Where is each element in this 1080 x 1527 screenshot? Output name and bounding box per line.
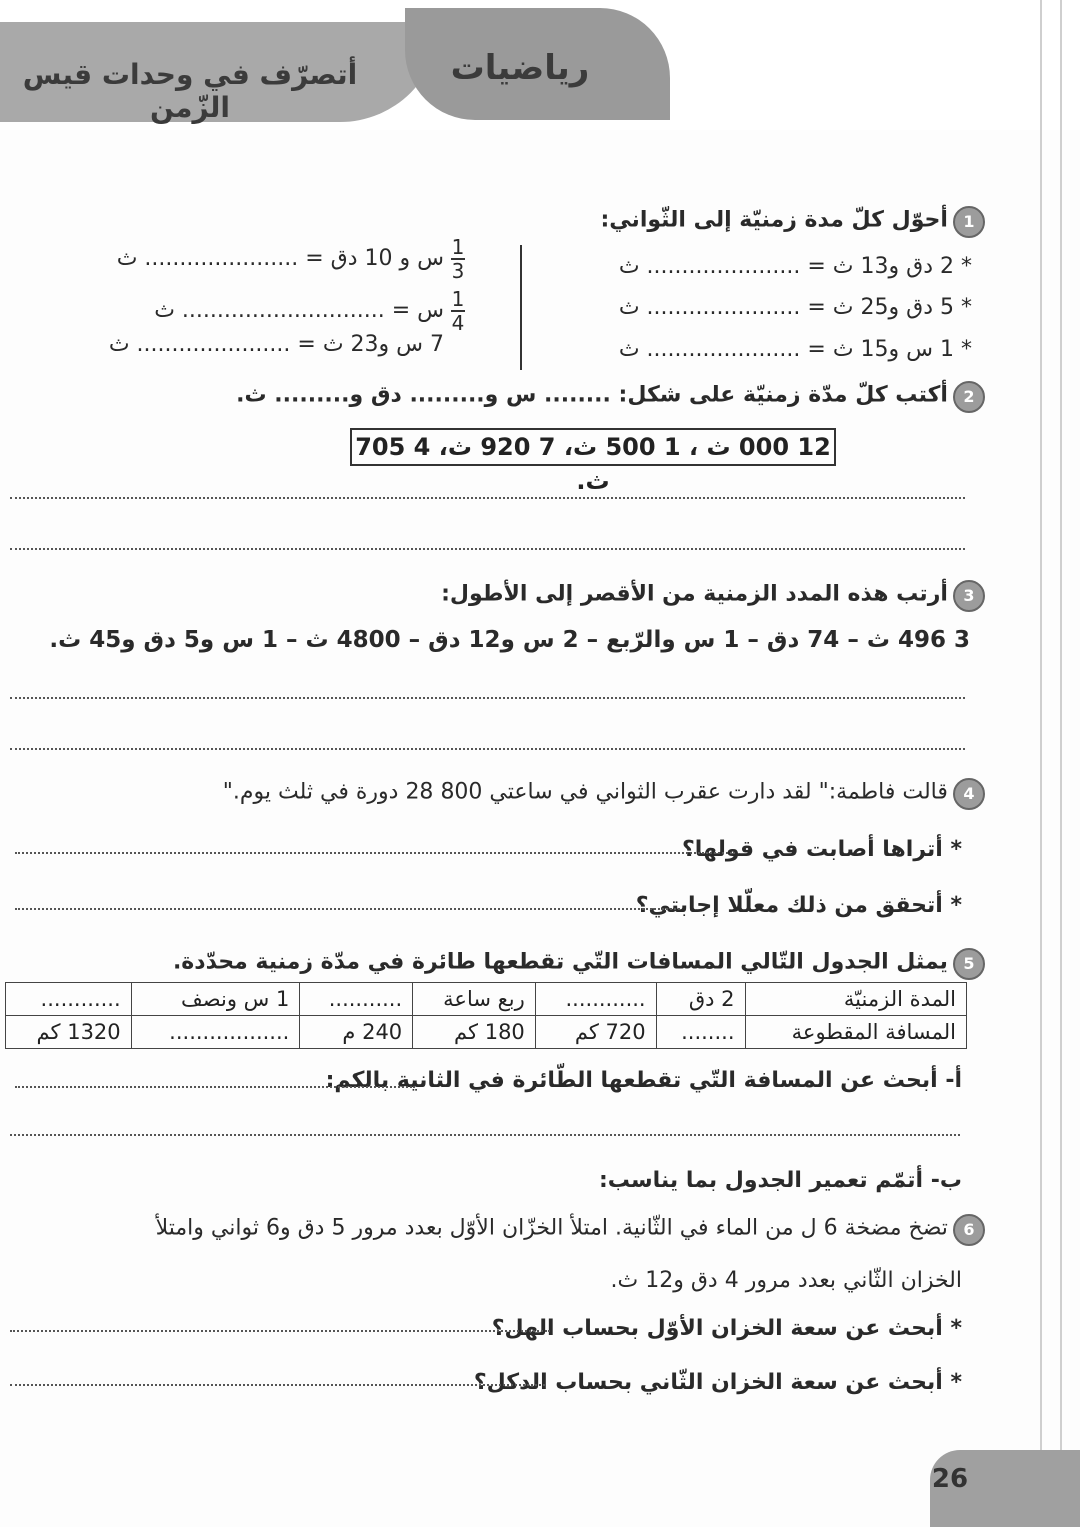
- distance-table: [5, 982, 967, 1049]
- subject-title: رياضيات: [450, 48, 590, 88]
- q6-sub1: * أبحث عن سعة الخزان الأوّل بحساب الهل؟: [491, 1316, 962, 1341]
- answer-line[interactable]: [10, 1330, 550, 1332]
- q3-heading: [441, 580, 985, 612]
- table-cell[interactable]: ............: [535, 983, 656, 1016]
- fraction: $\frac{1}{3}$: [451, 235, 465, 283]
- q2-title: أكتب كلّ مدّة زمنيّة على شكل: ........ س و......... دق و......... ث.: [236, 382, 948, 408]
- topic-title: أتصرّف في وحدات قيس الزّمن: [22, 58, 358, 124]
- q5-part-b: ب- أتمّم تعمير الجدول بما يناسب:: [598, 1168, 962, 1193]
- q2-values-box: 12 000 ث ، 1 500 ث، 7 920 ث، 4 705 ث.: [350, 428, 836, 466]
- binding-line: [1060, 0, 1062, 1527]
- table-cell: 180 كم: [413, 1016, 536, 1049]
- q4-number-badge: 4: [953, 778, 985, 810]
- q1-left-line-2: [154, 288, 465, 334]
- q1-left-line-3: [109, 332, 465, 357]
- q6-sub2: * أبحث عن سعة الخزان الثّاني بحساب الدكل؟: [473, 1370, 962, 1395]
- q4-heading: [223, 778, 985, 810]
- q5-title: يمثل الجدول التّالي المسافات التّي تقطعها طائرة في مدّة زمنية محدّدة.: [172, 949, 948, 975]
- binding-line: [1040, 0, 1042, 1527]
- table-cell: 240 م: [300, 1016, 413, 1049]
- answer-line[interactable]: [15, 852, 735, 854]
- q4-sub2: * أتحقق من ذلك معلّلا إجابتي؟: [635, 893, 962, 918]
- answer-line[interactable]: [10, 748, 965, 750]
- table-cell[interactable]: ...........: [300, 983, 413, 1016]
- fraction: $\frac{1}{4}$: [451, 287, 465, 335]
- q6-text2: الخزان الثّاني بعدد مرور 4 دق و12 ث.: [610, 1268, 962, 1293]
- table-row: [6, 983, 967, 1016]
- answer-line[interactable]: [10, 548, 965, 550]
- answer-line[interactable]: [15, 908, 680, 910]
- q5-heading: [173, 948, 985, 980]
- answer-line[interactable]: [10, 697, 965, 699]
- answer-line[interactable]: [15, 1086, 415, 1088]
- table-cell: 720 كم: [535, 1016, 656, 1049]
- q1-left-text-2: س = ............................. ث: [154, 298, 444, 323]
- q1-right-line-1: * 2 دق و13 ث = ...................... ث: [618, 254, 972, 279]
- answer-line[interactable]: [10, 1384, 545, 1386]
- q2-heading: [236, 381, 985, 413]
- page-number-tab: [930, 1450, 1080, 1527]
- table-cell: المدة الزمنيّة: [745, 983, 966, 1016]
- page-number: 26: [931, 1464, 969, 1494]
- q5-number-badge: 5: [953, 948, 985, 980]
- q3-items: 3 496 ث – 74 دق – 1 س والرّبع – 2 س و12 دق – 4800 ث – 1 س و5 دق و45 ث.: [49, 627, 970, 653]
- answer-line[interactable]: [10, 497, 965, 499]
- table-cell: المسافة المقطوعة: [745, 1016, 966, 1049]
- q2-number-badge: 2: [953, 381, 985, 413]
- table-row: [6, 1016, 967, 1049]
- q3-title: أرتب هذه المدد الزمنية من الأقصر إلى الأطول:: [441, 581, 948, 607]
- q6-heading: [156, 1214, 985, 1246]
- q6-number-badge: 6: [953, 1214, 985, 1246]
- q1-left-line-1: [117, 236, 465, 282]
- table-cell: 1 س ونصف: [131, 983, 300, 1016]
- q1-title: أحوّل كلّ مدة زمنيّة إلى الثّواني:: [600, 207, 948, 233]
- answer-line[interactable]: [10, 1134, 960, 1136]
- q1-heading: [601, 206, 986, 238]
- q1-number-badge: 1: [953, 206, 985, 238]
- table-cell[interactable]: ........: [656, 1016, 745, 1049]
- q1-left-text-3: 7 س و23 ث = ...................... ث: [108, 332, 444, 357]
- table-cell[interactable]: ............: [6, 983, 132, 1016]
- q1-right-line-3: * 1 س و15 ث = ...................... ث: [618, 337, 972, 362]
- table-cell[interactable]: 2 دق: [656, 983, 745, 1016]
- table-cell[interactable]: ..................: [131, 1016, 300, 1049]
- q5-part-a: أ- أبحث عن المسافة التّي تقطعها الطّائرة في الثانية بالكم:: [325, 1068, 962, 1093]
- q1-left-text-1: س و 10 دق = ...................... ث: [116, 246, 444, 271]
- q1-divider: [520, 245, 522, 370]
- q3-number-badge: 3: [953, 580, 985, 612]
- table-cell: ربع ساعة: [413, 983, 536, 1016]
- table-cell: 1320 كم: [6, 1016, 132, 1049]
- q4-title: قالت فاطمة:" لقد دارت عقرب الثواني في ساعتي 800 28 دورة في ثلث يوم.": [222, 779, 948, 805]
- q6-text1: تضخ مضخة 6 ل من الماء في الثّانية. امتلأ الخزّان الأوّل بعدد مرور 5 دق و6 ثواني وامتلأ: [155, 1215, 948, 1241]
- q4-sub1: * أتراها أصابت في قولها؟: [682, 837, 962, 862]
- q1-right-line-2: * 5 دق و25 ث = ...................... ث: [618, 295, 972, 320]
